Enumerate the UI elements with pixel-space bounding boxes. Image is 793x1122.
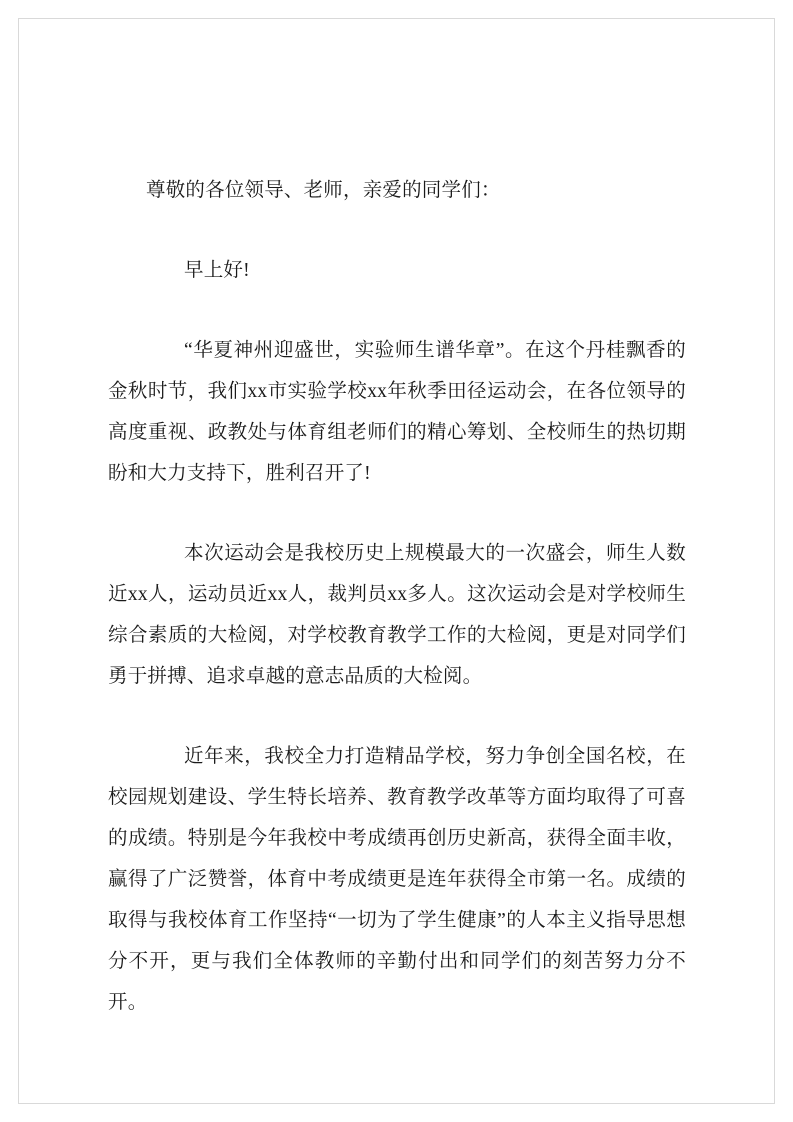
document-body xyxy=(108,170,686,1062)
greeting-paragraph: 早上好! xyxy=(184,260,250,281)
body-paragraph-3: 近年来，我校全力打造精品学校，努力争创全国名校，在校园规划建设、学生特长培养、教育教学改革等方面均取得了可喜的成绩。特别是今年我校中考成绩再创历史新高，获得全面丰收，赢得了广泛赞誉，体育中考成绩更是连年获得全市第一名。成绩的取得与我校体育工作坚持“一切为了学生健康”的人本主义指导思想分不开，更与我们全体教师的辛勤付出和同学们的刻苦努力分不开。 xyxy=(108,746,686,1013)
body-paragraph-2: 本次运动会是我校历史上规模最大的一次盛会，师生人数近xx人，运动员近xx人，裁判员xx多人。这次运动会是对学校师生综合素质的大检阅，对学校教育教学工作的大检阅，更是对同学们勇于拼搏、追求卓越的意志品质的大检阅。 xyxy=(108,543,686,687)
body-paragraph-1: “华夏神州迎盛世，实验师生谱华章”。在这个丹桂飘香的金秋时节，我们xx市实验学校xx年秋季田径运动会，在各位领导的高度重视、政教处与体育组老师们的精心筹划、全校师生的热切期盼和大力支持下，胜利召开了! xyxy=(108,340,686,484)
salutation-paragraph: 尊敬的各位领导、老师，亲爱的同学们： xyxy=(146,180,501,201)
